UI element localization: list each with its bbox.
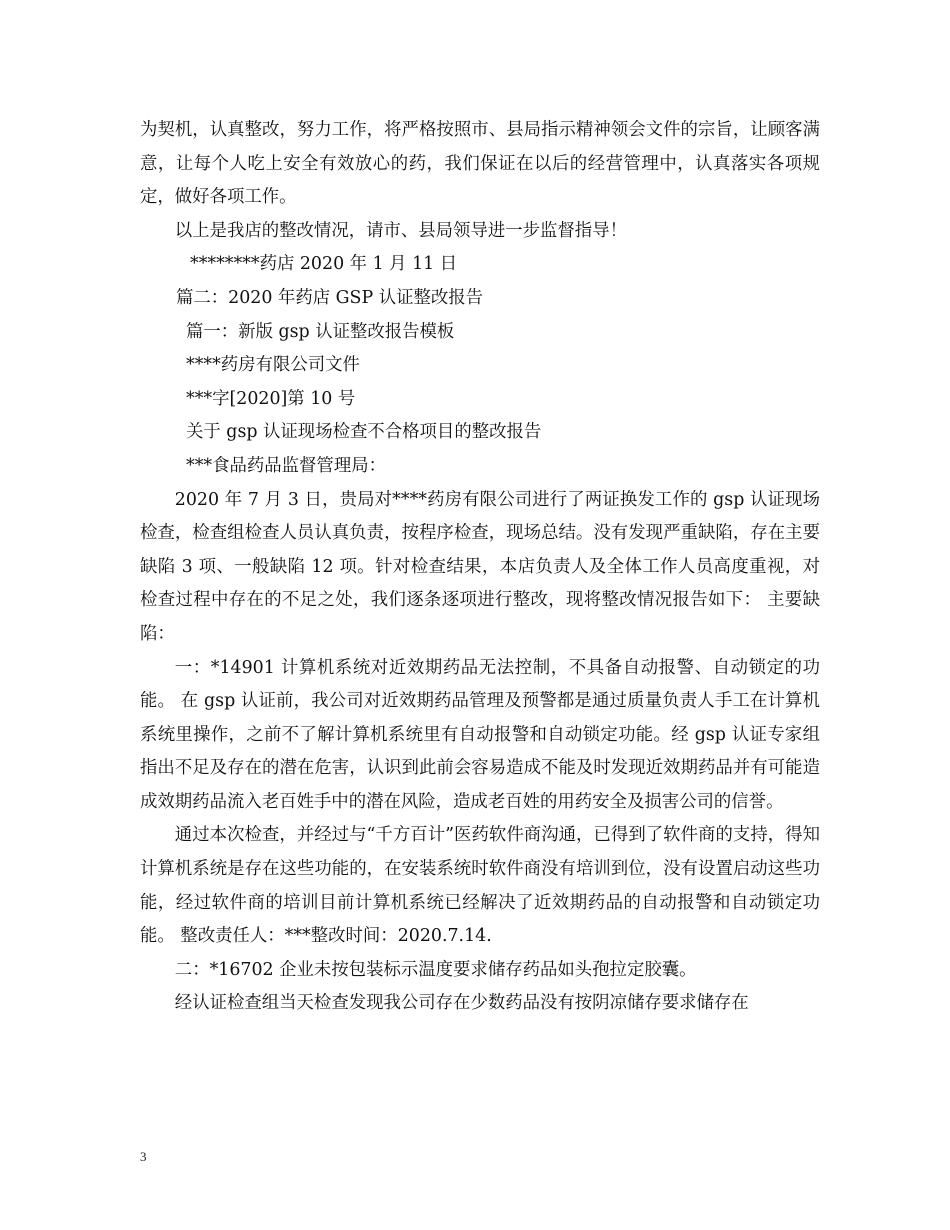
- page-number: 3: [140, 1149, 147, 1164]
- section-heading-part2: 篇二：2020 年药店 GSP 认证整改报告: [176, 287, 484, 308]
- paragraph-continuation: 为契机，认真整改，努力工作，将严格按照市、县局指示精神领会文件的宗旨，让顾客满意，让每个人吃上安全有效放心的药，我们保证在以后的经营管理中，认真落实各项规定，做好各项工作。: [140, 120, 820, 208]
- section-heading-part1: 篇一：新版 gsp 认证整改报告模板: [186, 321, 455, 342]
- document-body: [140, 114, 820, 1021]
- signature-line: ********药店 2020 年 1 月 11 日: [190, 254, 458, 275]
- paragraph-rectification: 通过本次检查，并经过与“千方百计”医药软件商沟通，已得到了软件商的支持，得知计算机系统是存在这些功能的，在安装系统时软件商没有培训到位，没有设置启动这些功能，经过软件商的培训目前计算机系统已经解决了近效期药品的自动报警和自动锁定功能。 整改责任人：***整改时间：2020.7.14.: [140, 825, 820, 947]
- paragraph-defect-16702: 二：*16702 企业未按包装标示温度要求储存药品如头孢拉定胶囊。: [174, 959, 697, 980]
- paragraph-storage-finding: 经认证检查组当天检查发现我公司存在少数药品没有按阴凉储存要求储存在: [174, 993, 749, 1014]
- report-title: 关于 gsp 认证现场检查不合格项目的整改报告: [186, 422, 542, 443]
- document-issuer: ****药房有限公司文件: [186, 355, 360, 376]
- report-recipient: ***食品药品监督管理局：: [186, 455, 386, 476]
- document-number: ***字[2020]第 10 号: [186, 388, 356, 409]
- paragraph-closing: 以上是我店的整改情况，请市、县局领导进一步监督指导！: [174, 220, 627, 241]
- paragraph-defect-14901: 一：*14901 计算机系统对近效期药品无法控制，不具备自动报警、自动锁定的功能。 在 gsp 认证前，我公司对近效期药品管理及预警都是通过质量负责人手工在计算机系统里操作，之前不了解计算机系统里有自动报警和自动锁定功能。经 gsp 认证专家组指出不足及存在的潜在危害，认识到此前会容易造成不能及时发现近效期药品并有可能造成效期药品流入老百姓手中的潜在风险，造成老百姓的用药安全及损害公司的信誉。: [140, 657, 820, 812]
- paragraph-inspection-summary: 2020 年 7 月 3 日，贵局对****药房有限公司进行了两证换发工作的 gsp 认证现场检查，检查组检查人员认真负责，按程序检查，现场总结。没有发现严重缺陷，存在主要缺陷 3 项、一般缺陷 12 项。针对检查结果，本店负责人及全体工作人员高度重视，对检查过程中存在的不足之处，我们逐条逐项进行整改，现将整改情况报告如下： 主要缺陷：: [140, 489, 820, 644]
